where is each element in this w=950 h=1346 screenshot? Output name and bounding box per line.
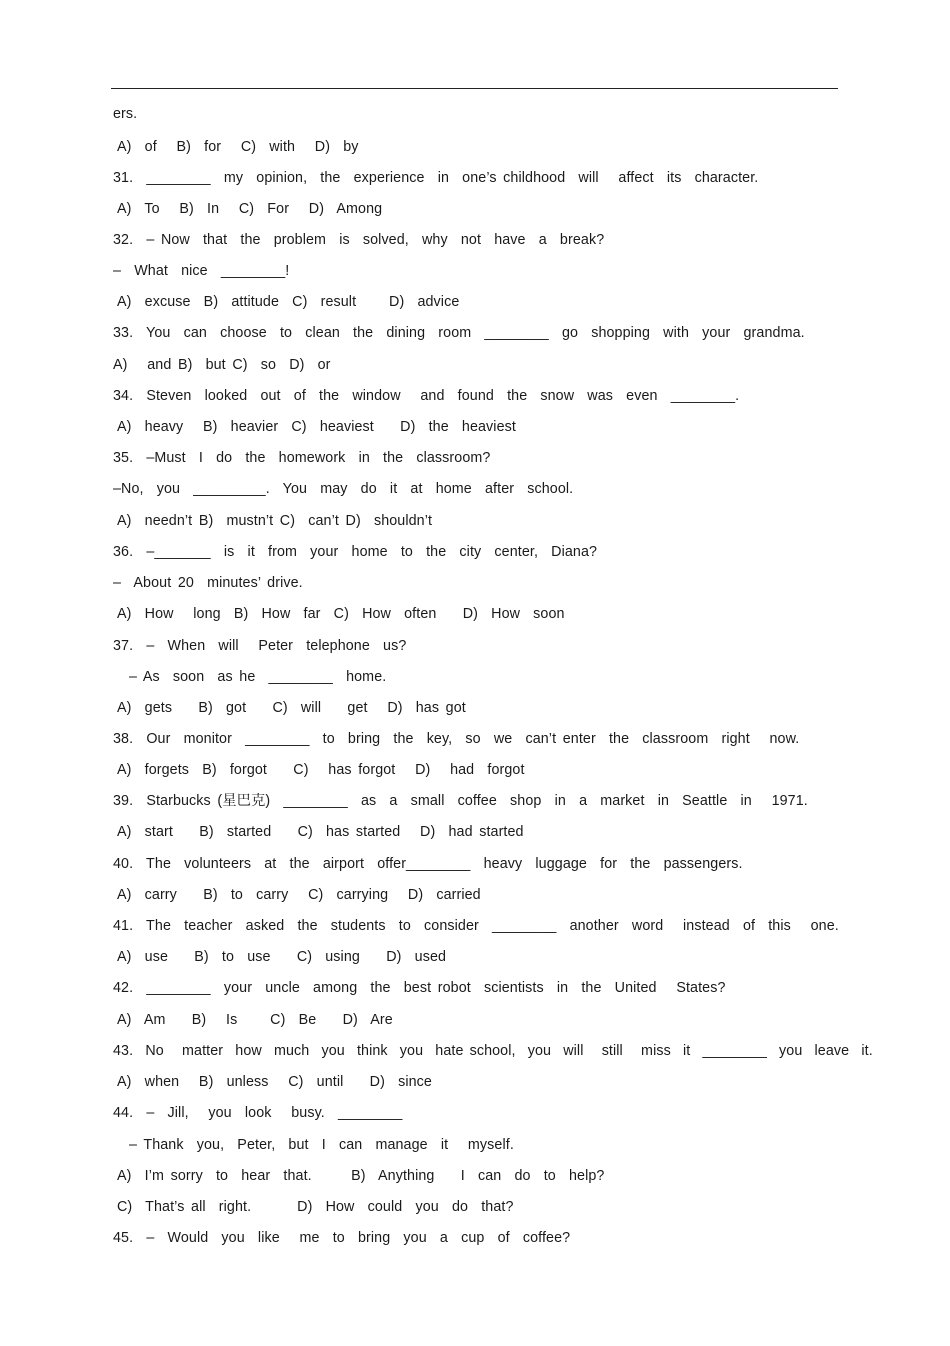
answer-options: A) use B) to use C) using D) used [117,949,447,965]
answer-options: A) carry B) to carry C) carrying D) carried [117,887,481,903]
question-44: 44. – Jill, you look busy. ________ [113,1105,403,1121]
answer-options: A) How long B) How far C) How often D) How soon [117,606,565,622]
question-34: 34. Steven looked out of the window and found the snow was even ________. [113,388,740,404]
answer-options: A) Am B) Is C) Be D) Are [117,1012,393,1028]
dialogue-line: – Thank you, Peter, but I can manage it myself. [129,1137,514,1153]
answer-options: A) gets B) got C) will get D) has got [117,700,466,716]
dialogue-line: – What nice ________! [113,263,290,279]
answer-options: C) That’s all right. D) How could you do that? [117,1199,514,1215]
question-43: 43. No matter how much you think you hate school, you will still miss it ________ you leave it. [113,1043,873,1059]
question-35: 35. –Must I do the homework in the classroom? [113,450,491,466]
question-42: 42. ________ your uncle among the best robot scientists in the United States? [113,980,726,996]
dialogue-line: – As soon as he ________ home. [129,669,387,685]
answer-options: A) forgets B) forgot C) has forgot D) had forgot [117,762,525,778]
answer-options: A) and B) but C) so D) or [113,357,331,373]
dialogue-line: – About 20 minutes’ drive. [113,575,303,591]
answer-options: A) when B) unless C) until D) since [117,1074,432,1090]
question-45: 45. – Would you like me to bring you a cup of coffee? [113,1230,571,1246]
question-31: 31. ________ my opinion, the experience in one’s childhood will affect its character. [113,170,759,186]
question-38: 38. Our monitor ________ to bring the key, so we can’t enter the classroom right now. [113,731,800,747]
answer-options: A) To B) In C) For D) Among [117,201,383,217]
answer-options: A) of B) for C) with D) by [117,139,359,155]
answer-options: A) start B) started C) has started D) had started [117,824,524,840]
answer-options: A) heavy B) heavier C) heaviest D) the heaviest [117,419,516,435]
question-36: 36. –_______ is it from your home to the city center, Diana? [113,544,598,560]
question-39: 39. Starbucks (星巴克) ________ as a small coffee shop in a market in Seattle in 1971. [113,793,808,809]
header-rule [111,88,838,89]
question-33: 33. You can choose to clean the dining room ________ go shopping with your grandma. [113,325,805,341]
question-40: 40. The volunteers at the airport offer________ heavy luggage for the passengers. [113,856,743,872]
question-41: 41. The teacher asked the students to consider ________ another word instead of this one. [113,918,839,934]
text-line: ers. [113,106,138,122]
question-37: 37. – When will Peter telephone us? [113,638,407,654]
answer-options: A) needn’t B) mustn’t C) can’t D) shouldn’t [117,513,433,529]
dialogue-line: –No, you _________. You may do it at home after school. [113,481,574,497]
answer-options: A) I’m sorry to hear that. B) Anything I can do to help? [117,1168,605,1184]
answer-options: A) excuse B) attitude C) result D) advice [117,294,460,310]
question-32: 32. – Now that the problem is solved, why not have a break? [113,232,605,248]
